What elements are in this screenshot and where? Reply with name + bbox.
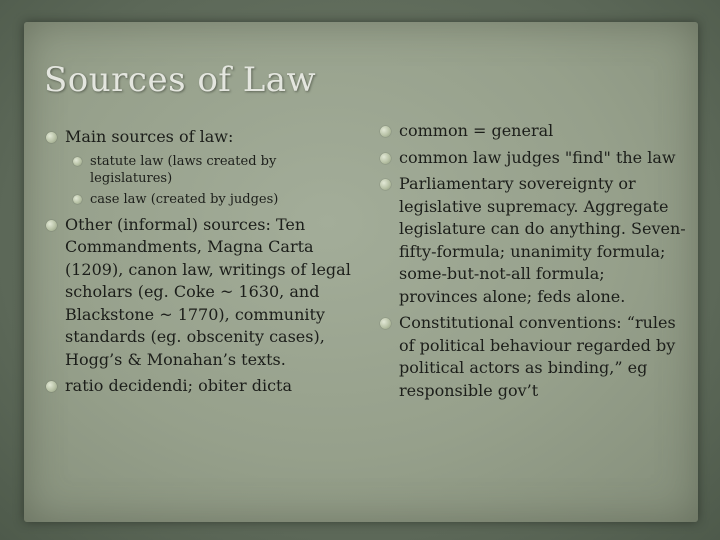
sub-bullet-list xyxy=(44,153,354,208)
statute-law-text: statute law (laws created by legislatures) xyxy=(90,153,277,186)
list-item xyxy=(44,126,354,208)
right-bullet-list xyxy=(378,120,688,402)
list-item xyxy=(378,147,688,170)
list-item xyxy=(44,375,354,398)
bullet-dot-icon xyxy=(46,381,57,392)
parliamentary-sovereignty-text: Parliamentary sovereignty or legislative supremacy. Aggregate legislature can do anything. Seven-fifty-formula; unanimity formula; some-but-not-all formula; provinces alone; feds alone. xyxy=(399,174,686,306)
bullet-dot-icon xyxy=(380,318,391,329)
left-bullet-list xyxy=(44,126,354,398)
ratio-text: ratio decidendi; obiter dicta xyxy=(65,376,293,395)
list-item xyxy=(378,312,688,402)
bullet-dot-icon xyxy=(46,220,57,231)
left-column xyxy=(44,126,354,402)
list-item xyxy=(44,191,354,208)
right-column xyxy=(378,120,688,406)
constitutional-conventions-text: Constitutional conventions: “rules of political behaviour regarded by political actors as binding,” eg responsible gov’t xyxy=(399,313,676,400)
judges-find-law-text: common law judges "find" the law xyxy=(399,147,676,167)
list-item xyxy=(378,120,688,143)
common-general-text: common = general xyxy=(399,121,554,140)
list-item xyxy=(44,153,354,187)
bullet-dot-icon xyxy=(380,179,391,190)
slide-title: Sources of Law xyxy=(44,60,317,100)
list-item xyxy=(378,173,688,308)
case-law-text: case law (created by judges) xyxy=(90,191,279,207)
bullet-dot-icon xyxy=(46,132,57,143)
list-item xyxy=(44,214,354,372)
main-sources-text: Main sources of law: xyxy=(65,127,234,146)
bullet-dot-icon xyxy=(73,195,82,204)
other-sources-text: Other (informal) sources: Ten Commandments, Magna Carta (1209), canon law, writings of legal scholars (eg. Coke ~ 1630, and Blackstone ~ 1770), community standards (eg. obscenity cases), Hogg’s & Monahan’s texts. xyxy=(65,214,351,369)
bullet-dot-icon xyxy=(380,153,391,164)
slide-panel xyxy=(24,22,698,522)
bullet-dot-icon xyxy=(73,157,82,166)
bullet-dot-icon xyxy=(380,126,391,137)
